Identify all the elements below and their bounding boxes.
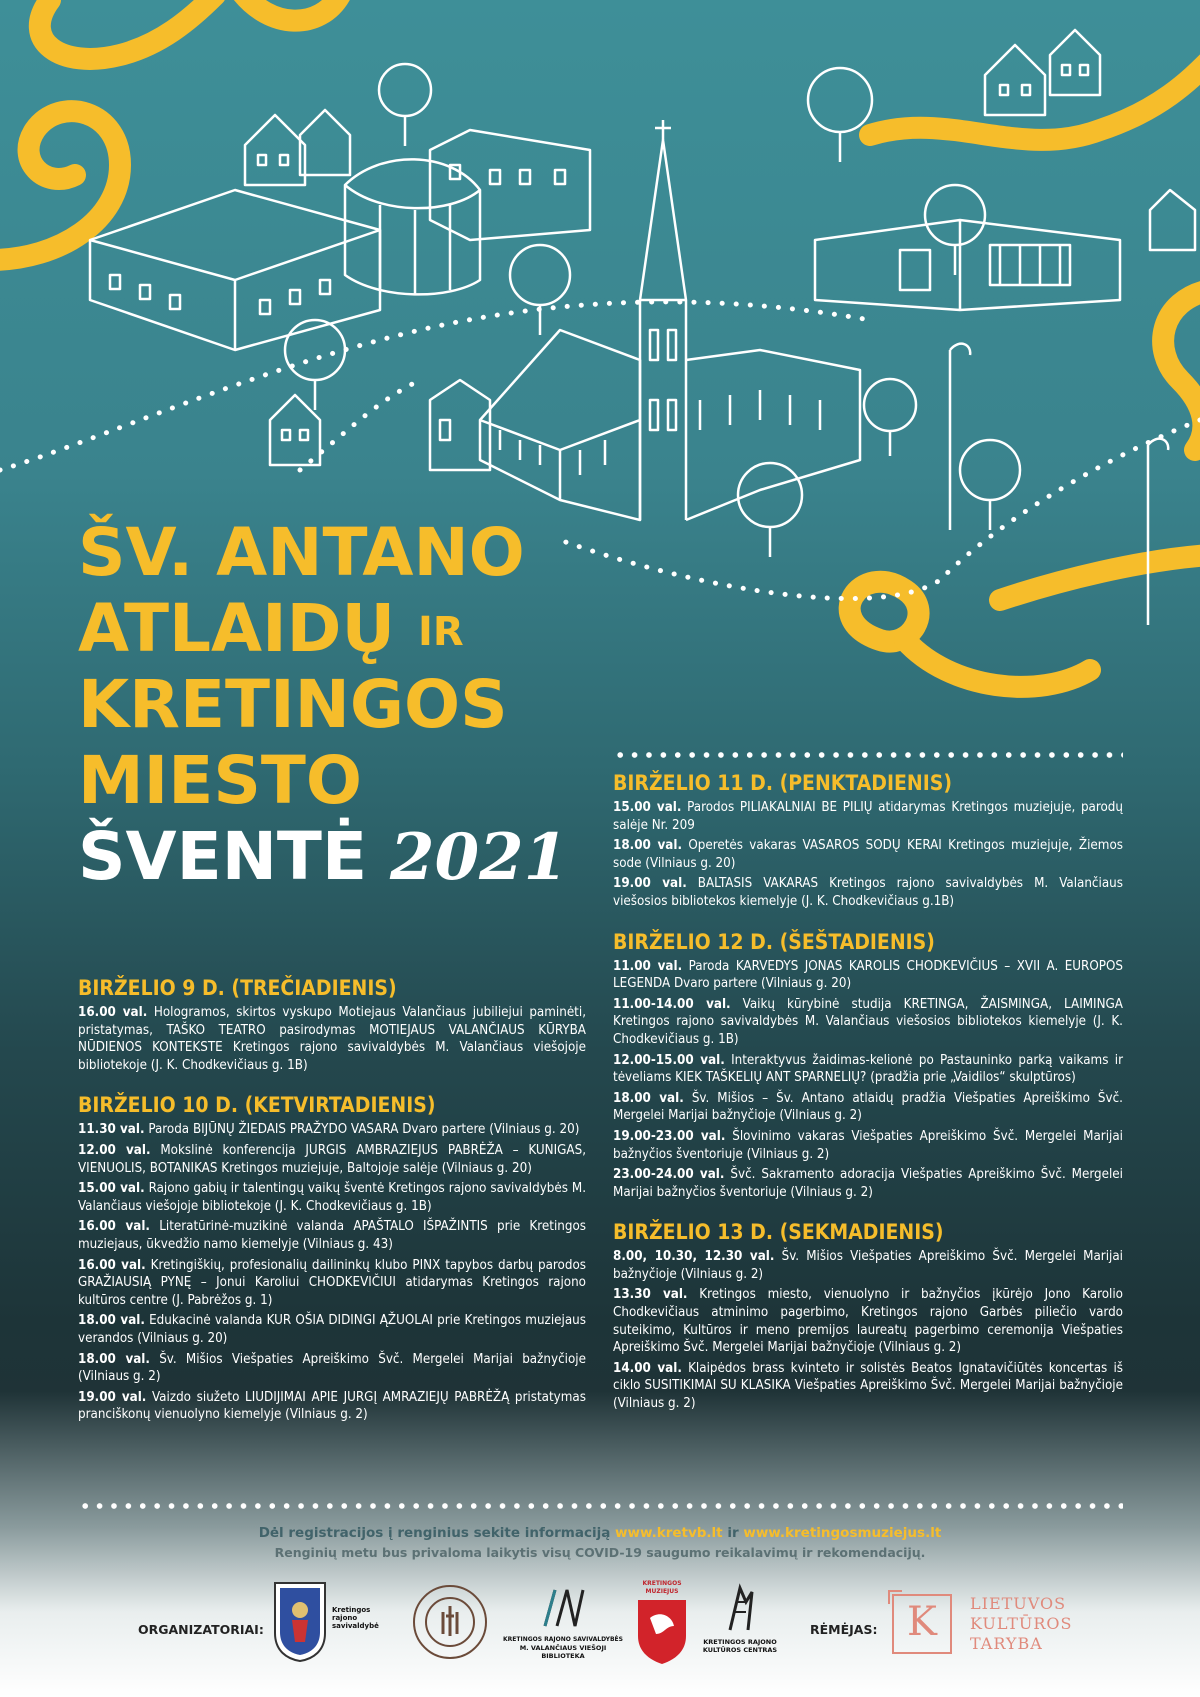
day-heading: BIRŽELIO 10 D. (KETVIRTADIENIS) xyxy=(78,1093,436,1118)
covid-notice: Renginių metu bus privaloma laikytis visų COVID-19 saugumo reikalavimų ir rekomendacijų. xyxy=(274,1545,926,1560)
registration-notice xyxy=(0,1525,1200,1541)
event-time: 11.00-14.00 val. xyxy=(613,996,731,1012)
event-time: 19.00-23.00 val. xyxy=(613,1128,726,1144)
event-time: 15.00 val. xyxy=(78,1181,145,1197)
ltk-line-2: KULTŪROS xyxy=(970,1614,1073,1633)
title-year: 2021 xyxy=(390,820,569,895)
event-time: 13.30 val. xyxy=(613,1287,688,1303)
library-mark-icon xyxy=(503,1582,623,1632)
event-item xyxy=(78,1121,586,1139)
event-item xyxy=(613,1166,1123,1201)
day-section xyxy=(613,1219,1123,1412)
day-section xyxy=(78,1092,586,1424)
event-description: Vaizdo siužeto LIUDIJIMAI APIE JURGĮ AMRAZIEJŲ PABRĖŽĄ pristatymas pranciškonų vienuolyno kiemelyje (Vilniaus g. 2) xyxy=(78,1389,586,1423)
title-line-1: ŠV. ANTANO xyxy=(78,514,525,591)
event-item xyxy=(613,837,1123,872)
ltk-line-3: TARYBA xyxy=(970,1634,1043,1653)
title-line-5 xyxy=(78,818,569,895)
event-time: 12.00-15.00 val. xyxy=(613,1052,725,1068)
museum-shield-icon xyxy=(632,1596,692,1668)
event-item xyxy=(613,875,1123,910)
event-time: 23.00-24.00 val. xyxy=(613,1167,725,1183)
day-heading: BIRŽELIO 13 D. (SEKMADIENIS) xyxy=(613,1220,944,1245)
swirl-top-left xyxy=(40,0,215,59)
day-section xyxy=(613,929,1123,1202)
event-item xyxy=(78,1351,586,1386)
event-item xyxy=(613,1128,1123,1163)
ltk-line-1: LIETUVOS xyxy=(970,1594,1067,1613)
culture-centre-icon xyxy=(700,1582,780,1634)
event-item xyxy=(613,1248,1123,1283)
parish-seal-icon xyxy=(410,1582,490,1662)
event-description: Paroda KARVEDYS JONAS KAROLIS CHODKEVIČIUS – XVII A. EUROPOS LEGENDA Dvaro partere (Vilniaus g. 20) xyxy=(613,958,1123,992)
event-description: Parodos PILIAKALNIAI BE PILIŲ atidarymas Kretingos muziejuje, parodų salėje Nr. 209 xyxy=(613,800,1123,833)
event-description: Paroda BIJŪNŲ ŽIEDAIS PRAŽYDO VASARA Dvaro partere (Vilniaus g. 20) xyxy=(148,1122,580,1138)
swirl-top xyxy=(240,0,340,21)
logo1-caption: Kretingos rajono savivaldybė xyxy=(332,1606,379,1630)
event-description: Šv. Mišios Viešpaties Apreiškimo Švč. Mergelei Marijai bažnyčioje (Vilniaus g. 2) xyxy=(78,1351,586,1385)
event-item xyxy=(78,1389,586,1424)
event-description: Mokslinė konferencija JURGIS AMBRAZIEJUS PABRĖŽA – KUNIGAS, VIENUOLIS, BOTANIKAS Kretingos muziejuje, Baltojoje salėje (Vilniaus g. 20) xyxy=(78,1142,586,1176)
event-time: 18.00 val. xyxy=(78,1351,150,1367)
event-item xyxy=(613,799,1123,834)
event-description: Hologramos, skirtos vyskupo Motiejaus Valančiaus jubiliejui paminėti, pristatymas, TAŠKO TEATRO pasirodymas MOTIEJAUS VALANČIAUS KŪRYBA NŪDIENOS KONTEKSTE Kretingos rajono savivaldybės M. Valančiaus viešojoje bibliotekoje (J. K. Chodkevičiaus g. 1B) xyxy=(78,1005,586,1073)
event-description: Edukacinė valanda KUR OŠIA DIDINGI ĄŽUOLAI prie Kretingos muziejaus verandos (Vilniaus g. 20) xyxy=(78,1313,586,1346)
event-item xyxy=(613,958,1123,993)
event-item xyxy=(613,1360,1123,1413)
event-time: 16.00 val. xyxy=(78,1219,150,1235)
event-time: 11.00 val. xyxy=(613,958,683,974)
event-time: 19.00 val. xyxy=(613,876,687,892)
logo-museum xyxy=(632,1580,692,1670)
swirl-bottom xyxy=(905,640,1090,687)
title-line-2 xyxy=(78,590,464,667)
event-description: Operetės vakaras VASAROS SODŲ KERAI Kretingos muziejuje, Žiemos sode (Vilniaus g. 20) xyxy=(613,838,1123,871)
link-kretingosmuziejus[interactable]: www.kretingosmuziejus.lt xyxy=(743,1525,942,1541)
event-description: Šv. Mišios Viešpaties Apreiškimo Švč. Mergelei Marijai bažnyčioje (Vilniaus g. 2) xyxy=(613,1249,1124,1282)
logo5-caption: KRETINGOS RAJONO KULTŪROS CENTRAS xyxy=(702,1638,778,1654)
event-time: 18.00 val. xyxy=(613,838,683,854)
event-item xyxy=(78,1180,586,1215)
event-time: 19.00 val. xyxy=(78,1389,147,1405)
schedule-right-column xyxy=(613,770,1123,1431)
event-time: 11.30 val. xyxy=(78,1122,145,1138)
ltk-mark: K xyxy=(907,1599,937,1645)
divider-dots-top xyxy=(613,752,1123,758)
event-time: 18.00 val. xyxy=(613,1090,684,1106)
event-item xyxy=(78,1257,586,1310)
title-svente: ŠVENTĖ xyxy=(78,818,368,895)
swirl-left xyxy=(0,111,120,260)
logo4-caption: KRETINGOS MUZIEJUS xyxy=(642,1580,682,1595)
event-description: Klaipėdos brass kvinteto ir solistės Beatos Ignatavičiūtės koncertas iš ciklo SUSITIKIMAI SU KLASIKA Viešpaties Apreiškimo Švč. Mergelei Marijai bažnyčioje (Vilniaus g. 2) xyxy=(613,1360,1123,1412)
event-time: 12.00 val. xyxy=(78,1142,151,1158)
event-item xyxy=(613,1286,1123,1356)
event-item xyxy=(613,1090,1123,1125)
sponsor-label: RĖMĖJAS: xyxy=(810,1622,878,1637)
day-section xyxy=(78,975,586,1074)
divider-dots-bottom xyxy=(78,1503,1123,1509)
event-description: Vaikų kūrybinė studija KRETINGA, ŽAISMINGA, LAIMINGA Kretingos rajono savivaldybės M. Valančiaus viešosios bibliotekos kiemelyje (J. K. Chodkevičiaus g. 1B) xyxy=(613,996,1123,1047)
logo3-caption-bottom: M. VALANČIAUS VIEŠOJI BIBLIOTEKA xyxy=(519,1644,607,1660)
swirl-right-top xyxy=(870,60,1200,140)
event-description: Interaktyvus žaidimas-kelionė po Pastauninko parką vaikams ir tėveliams KIEK TAŠKELIŲ ANT SPARNELIŲ? (pradžia prie „Vaidilos“ skulptūros) xyxy=(613,1052,1123,1086)
logo-kretingos-savivaldybe xyxy=(272,1580,382,1670)
logo-library xyxy=(503,1582,623,1672)
event-description: Literatūrinė-muzikinė valanda APAŠTALO IŠPAŽINTIS prie Kretingos muziejaus, ūkvedžio namo kiemelyje (Vilniaus g. 43) xyxy=(78,1219,586,1252)
coat-of-arms-icon xyxy=(272,1580,328,1664)
event-time: 18.00 val. xyxy=(78,1313,145,1329)
title-line-4: MIESTO xyxy=(78,742,362,819)
event-description: Švč. Sakramento adoracija Viešpaties Apreiškimo Švč. Mergelei Marijai bažnyčios šventoriuje (Vilniaus g. 2) xyxy=(613,1167,1123,1200)
day-heading: BIRŽELIO 12 D. (ŠEŠTADIENIS) xyxy=(613,929,935,954)
logo-parish xyxy=(410,1582,490,1662)
notice-ir: ir xyxy=(727,1525,739,1541)
schedule-left-column xyxy=(78,975,586,1442)
title-ir: IR xyxy=(418,609,464,655)
logo-culture-centre xyxy=(700,1582,780,1672)
event-description: Šlovinimo vakaras Viešpaties Apreiškimo Švč. Mergelei Marijai bažnyčios šventoriuje (Vilniaus g. 2) xyxy=(613,1128,1123,1162)
event-item xyxy=(613,996,1123,1049)
event-item xyxy=(613,1052,1123,1087)
logo-ltk xyxy=(888,1590,958,1660)
event-description: Kretingiškių, profesionalių dailininkų klubo PINX tapybos darbų parodos GRAŽIAUSIĄ PYNĘ – Jonui Karoliui CHODKEVIČIUI atidarymas Kretingos rajono kultūros centre (J. Pabrėžos g. 1) xyxy=(78,1257,586,1308)
event-item xyxy=(78,1004,586,1074)
day-heading: BIRŽELIO 11 D. (PENKTADIENIS) xyxy=(613,771,952,795)
title-line-3: KRETINGOS xyxy=(78,666,508,743)
event-description: Šv. Mišios – Šv. Antano atlaidų pradžia Viešpaties Apreiškimo Švč. Mergelei Marijai bažnyčioje (Vilniaus g. 2) xyxy=(613,1090,1123,1124)
organizers-label: ORGANIZATORIAI: xyxy=(138,1622,264,1637)
logo3-caption-top: KRETINGOS RAJONO SAVIVALDYBĖS xyxy=(503,1636,623,1643)
day-section xyxy=(613,770,1123,911)
ltk-wordmark xyxy=(970,1594,1072,1654)
event-item xyxy=(78,1312,586,1347)
event-time: 15.00 val. xyxy=(613,800,682,815)
event-description: Rajono gabių ir talentingų vaikų šventė Kretingos rajono savivaldybės M. Valančiaus viešojoje bibliotekoje (J. K. Chodkevičiaus g. 1B) xyxy=(78,1181,586,1214)
event-item xyxy=(78,1218,586,1253)
swirl-right xyxy=(1163,290,1200,450)
link-kretvb[interactable]: www.kretvb.lt xyxy=(615,1525,723,1541)
event-item xyxy=(78,1142,586,1177)
event-time: 14.00 val. xyxy=(613,1360,682,1376)
event-description: Kretingos miesto, vienuolyno ir bažnyčios įkūrėjo Jono Karolio Chodkevičiaus atminimo pagerbimo, Kretingos rajono Garbės piliečio vardo suteikimo, Kultūros ir meno premijos laureatų pagerbimo ceremonija Viešpaties Apreiškimo Švč. Mergelei Marijai bažnyčioje (Vilniaus g. 2) xyxy=(613,1287,1123,1356)
day-heading: BIRŽELIO 9 D. (TREČIADIENIS) xyxy=(78,976,397,1000)
event-time: 16.00 val. xyxy=(78,1005,148,1020)
event-time: 16.00 val. xyxy=(78,1257,146,1273)
notice-text: Dėl registracijos į renginius sekite informaciją xyxy=(258,1525,611,1541)
title-atlaidu: ATLAIDŲ xyxy=(78,590,396,667)
swirl-right-low xyxy=(1000,555,1200,600)
event-time: 8.00, 10.30, 12.30 val. xyxy=(613,1249,775,1265)
event-description: BALTASIS VAKARAS Kretingos rajono savivaldybės M. Valančiaus viešosios bibliotekos kiemelyje (J. K. Chodkevičiaus g.1B) xyxy=(613,876,1123,909)
